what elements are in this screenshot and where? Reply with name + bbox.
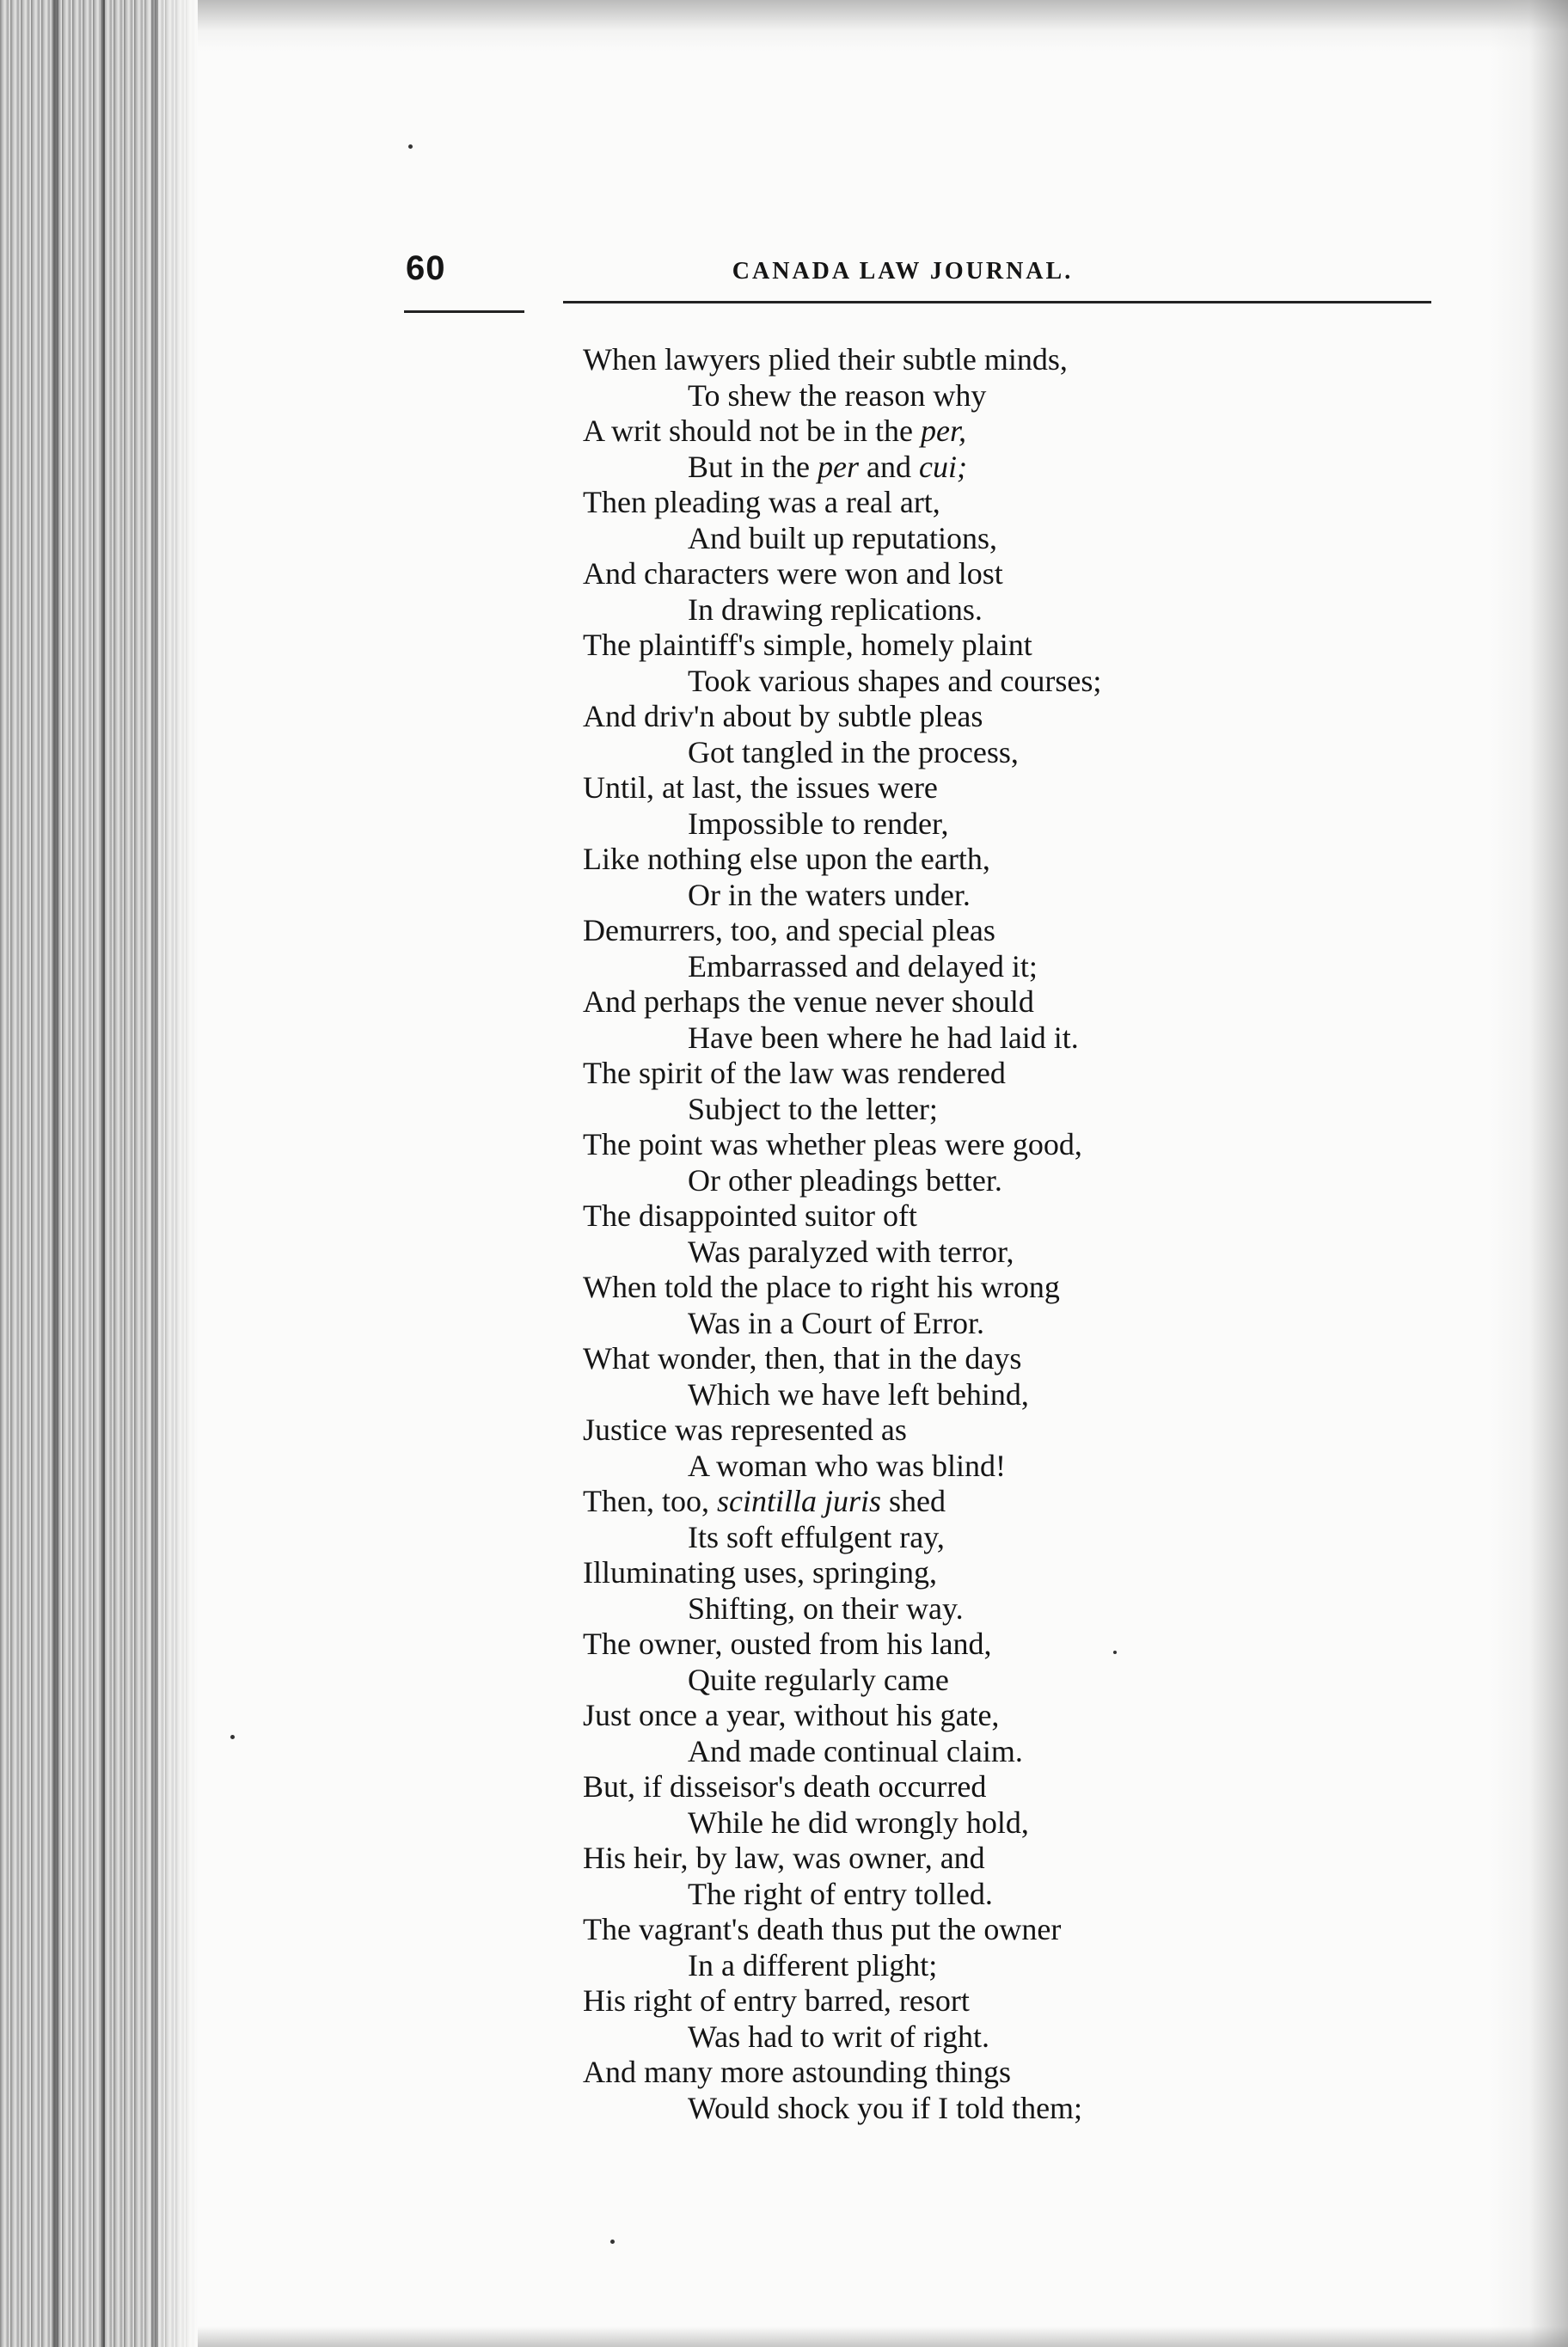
scan-speck (1113, 1651, 1117, 1654)
poem-text: The owner, ousted from his land, (583, 1627, 992, 1661)
poem-line (583, 1948, 1442, 1984)
poem-line (583, 913, 1442, 949)
poem-text: His right of entry barred, resort (583, 1983, 970, 2018)
bottom-scan-edge (198, 2326, 1568, 2347)
poem-text: But in the (688, 449, 818, 484)
scan-speck (230, 1735, 235, 1739)
poem-text: His heir, by law, was owner, and (583, 1841, 985, 1875)
poem-text: Or in the waters under. (688, 877, 971, 912)
poem-italic-text: per (818, 449, 859, 484)
poem-line (583, 1555, 1442, 1591)
binding-edge-line (53, 0, 58, 2347)
binding-edge-line (101, 0, 105, 2347)
poem-line (583, 1412, 1442, 1449)
poem-text: The plaintiff's simple, homely plaint (583, 628, 1032, 662)
poem-line (583, 2019, 1442, 2056)
poem-text: The point was whether pleas were good, (583, 1127, 1082, 1161)
poem-text: Justice was represented as (583, 1412, 907, 1447)
scan-speck (408, 144, 413, 149)
poem-line (583, 1841, 1442, 1877)
poem-line (583, 664, 1442, 700)
binding-shadow (0, 0, 198, 2347)
poem-line (583, 1983, 1442, 2019)
poem-text: Illuminating uses, springing, (583, 1555, 937, 1590)
poem-text: What wonder, then, that in the days (583, 1341, 1022, 1376)
poem-line (583, 1663, 1442, 1699)
poem-line (583, 342, 1442, 378)
poem-text: To shew the reason why (688, 377, 987, 413)
poem-line (583, 2091, 1442, 2127)
poem-text: and (859, 449, 919, 484)
poem-line (583, 1734, 1442, 1770)
poem-line (583, 949, 1442, 985)
poem-text: While he did wrongly hold, (688, 1805, 1029, 1840)
poem-text: Demurrers, too, and special pleas (583, 913, 995, 947)
poem-text: Until, at last, the issues were (583, 770, 938, 805)
poem-line (583, 1306, 1442, 1342)
poem-line (583, 521, 1442, 557)
poem-text: The spirit of the law was rendered (583, 1056, 1006, 1090)
poem-line (583, 806, 1442, 843)
poem-line (583, 984, 1442, 1020)
poem-text: A woman who was blind! (688, 1448, 1006, 1483)
page-number: 60 (406, 249, 446, 287)
poem-text: Was had to writ of right. (688, 2019, 990, 2054)
poem-line (583, 628, 1442, 664)
poem-text: Embarrassed and delayed it; (688, 948, 1038, 984)
poem-line (583, 1591, 1442, 1627)
poem-line (583, 2055, 1442, 2091)
poem-line (583, 1341, 1442, 1377)
poem-text: Have been where he had laid it. (688, 1020, 1079, 1055)
poem-text: And driv'n about by subtle pleas (583, 699, 983, 733)
header-rule-long (563, 301, 1431, 303)
poem-text: The vagrant's death thus put the owner (583, 1912, 1062, 1946)
poem-line (583, 770, 1442, 806)
poem-line (583, 1769, 1442, 1805)
poem-line (583, 699, 1442, 735)
poem-line (583, 1912, 1442, 1948)
poem-line (583, 1198, 1442, 1235)
poem-text: A writ should not be in the (583, 414, 921, 448)
poem-text: When told the place to right his wrong (583, 1270, 1060, 1304)
poem-line (583, 1020, 1442, 1057)
poem-line (583, 414, 1442, 450)
poem-text: Impossible to render, (688, 806, 949, 841)
poem-line (583, 1056, 1442, 1092)
poem-text: Which we have left behind, (688, 1376, 1029, 1412)
poem-line (583, 1877, 1442, 1913)
right-scan-edge (1491, 0, 1568, 2347)
poem-text: shed (881, 1484, 946, 1518)
poem-text: The disappointed suitor oft (583, 1198, 917, 1233)
poem-line (583, 1235, 1442, 1271)
poem-italic-text: cui; (918, 449, 967, 484)
poem-line (583, 1449, 1442, 1485)
poem-text: And made continual claim. (688, 1733, 1023, 1768)
poem-line (583, 1127, 1442, 1163)
poem-text: Subject to the letter; (688, 1091, 938, 1126)
poem-text: The right of entry tolled. (688, 1876, 993, 1911)
poem-line (583, 1163, 1442, 1199)
poem-italic-text: per, (920, 414, 966, 448)
poem-line (583, 1520, 1442, 1556)
poem-text: Its soft effulgent ray, (688, 1519, 945, 1554)
poem-text: And many more astounding things (583, 2055, 1011, 2089)
poem-line (583, 735, 1442, 771)
poem-text: Was in a Court of Error. (688, 1305, 985, 1340)
poem-line (583, 1698, 1442, 1734)
poem-line (583, 878, 1442, 914)
binding-edge-line (151, 0, 158, 2347)
poem-text: Shifting, on their way. (688, 1590, 964, 1626)
header-rule-short (404, 310, 524, 313)
poem-text: In drawing replications. (688, 591, 983, 627)
poem-line (583, 1805, 1442, 1841)
running-head: CANADA LAW JOURNAL. (732, 258, 1074, 285)
poem-line (583, 485, 1442, 521)
poem-line (583, 556, 1442, 592)
poem-text: Took various shapes and courses; (688, 663, 1102, 698)
poem-text: And characters were won and lost (583, 556, 1003, 591)
poem-text: Quite regularly came (688, 1662, 949, 1697)
poem-text: Got tangled in the process, (688, 734, 1019, 769)
poem-line (583, 450, 1442, 486)
poem-text: Just once a year, without his gate, (583, 1698, 1000, 1732)
poem-line (583, 1484, 1442, 1520)
poem-text: Was paralyzed with terror, (688, 1234, 1014, 1269)
poem-text: Then pleading was a real art, (583, 485, 940, 519)
poem-text: And built up reputations, (688, 520, 997, 555)
poem (583, 342, 1442, 2126)
poem-line (583, 1270, 1442, 1306)
poem-text: Like nothing else upon the earth, (583, 842, 990, 876)
scan-speck (610, 2240, 615, 2244)
poem-line (583, 1627, 1442, 1663)
poem-line (583, 1377, 1442, 1413)
poem-text: Would shock you if I told them; (688, 2090, 1083, 2125)
poem-text: And perhaps the venue never should (583, 984, 1034, 1019)
poem-line (583, 378, 1442, 414)
poem-italic-text: scintilla juris (716, 1484, 882, 1518)
poem-text: When lawyers plied their subtle minds, (583, 342, 1068, 377)
poem-text: But, if disseisor's death occurred (583, 1769, 987, 1804)
poem-line (583, 1092, 1442, 1128)
poem-text: Or other pleadings better. (688, 1162, 1002, 1198)
top-scan-edge (198, 0, 1568, 52)
poem-line (583, 592, 1442, 628)
poem-text: Then, too, (583, 1484, 717, 1518)
poem-text: In a different plight; (688, 1947, 938, 1982)
poem-line (583, 842, 1442, 878)
